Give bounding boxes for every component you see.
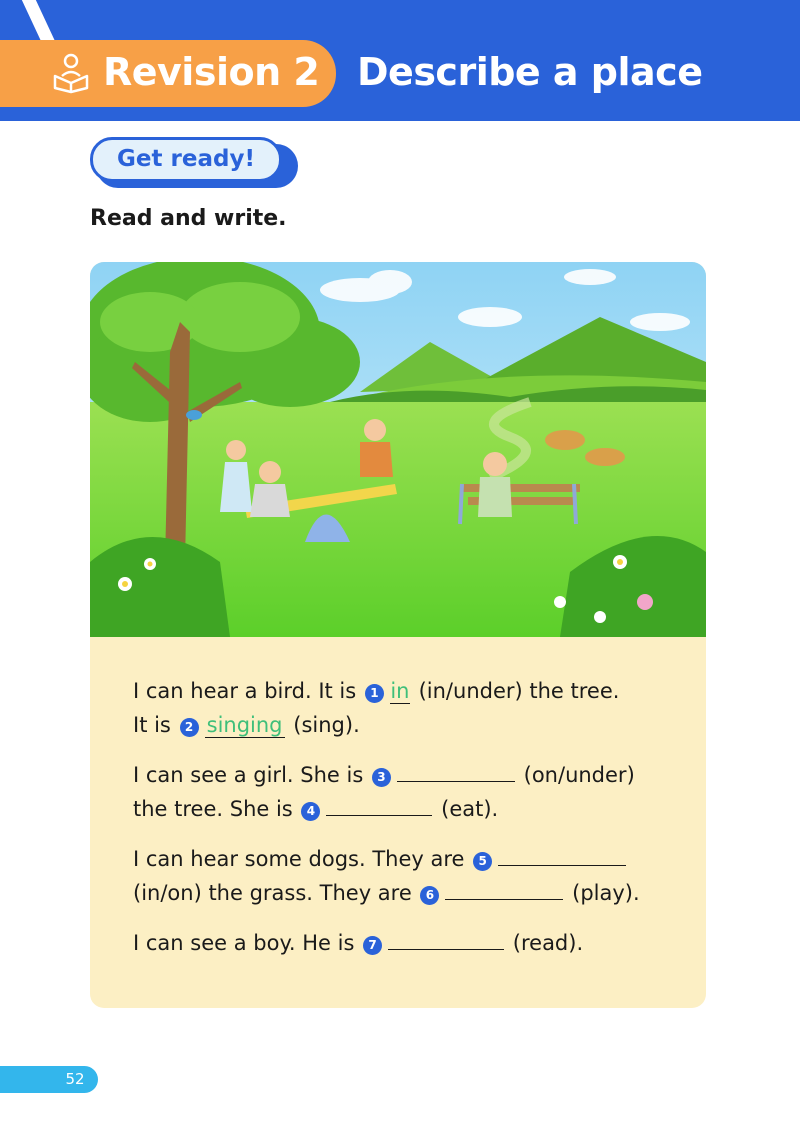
question-number-badge: 1 <box>365 684 384 703</box>
exercise-item-7 <box>133 926 693 960</box>
answer-blank-5[interactable] <box>498 865 626 866</box>
answer-blank-3[interactable] <box>397 781 515 782</box>
answer-blank-4[interactable] <box>326 815 432 816</box>
page-number-tab <box>0 1066 98 1093</box>
page-number: 52 <box>65 1070 85 1088</box>
question-number-badge: 4 <box>301 802 320 821</box>
get-ready-label: Get ready! <box>117 146 255 172</box>
exercise-item-1-2 <box>133 674 693 742</box>
exercise-text <box>133 674 693 976</box>
answer-blank-7[interactable] <box>388 949 504 950</box>
question-number-badge: 6 <box>420 886 439 905</box>
answer-blank-2[interactable]: singing <box>205 713 285 738</box>
sentence-text: (in/on) the grass. They are <box>133 881 412 905</box>
answer-blank-1[interactable]: in <box>390 679 410 703</box>
sentence-text: (eat). <box>441 797 499 821</box>
answer-blank-6[interactable] <box>445 899 563 900</box>
sentence-text: (in/under) the tree. <box>418 679 620 703</box>
sentence-text: I can hear a bird. It is <box>133 679 357 703</box>
reading-person-icon <box>50 52 92 94</box>
park-scene-illustration <box>90 262 706 637</box>
sentence-text: (sing). <box>293 713 360 737</box>
sentence-text: (on/under) <box>523 763 635 787</box>
revision-label: Revision 2 <box>103 50 320 94</box>
sentence-text: I can see a girl. She is <box>133 763 364 787</box>
sentence-text: It is <box>133 713 171 737</box>
question-number-badge: 5 <box>473 852 492 871</box>
exercise-item-3-4 <box>133 758 693 826</box>
sentence-text: I can see a boy. He is <box>133 931 355 955</box>
exercise-card <box>90 262 706 1008</box>
unit-title: Describe a place <box>357 50 703 94</box>
exercise-item-5-6 <box>133 842 693 910</box>
get-ready-badge <box>90 137 282 182</box>
question-number-badge: 2 <box>180 718 199 737</box>
sentence-text: (read). <box>512 931 584 955</box>
instruction: Read and write. <box>90 206 287 231</box>
question-number-badge: 7 <box>363 936 382 955</box>
sentence-text: I can hear some dogs. They are <box>133 847 465 871</box>
question-number-badge: 3 <box>372 768 391 787</box>
sentence-text: the tree. She is <box>133 797 293 821</box>
sentence-text: (play). <box>572 881 640 905</box>
